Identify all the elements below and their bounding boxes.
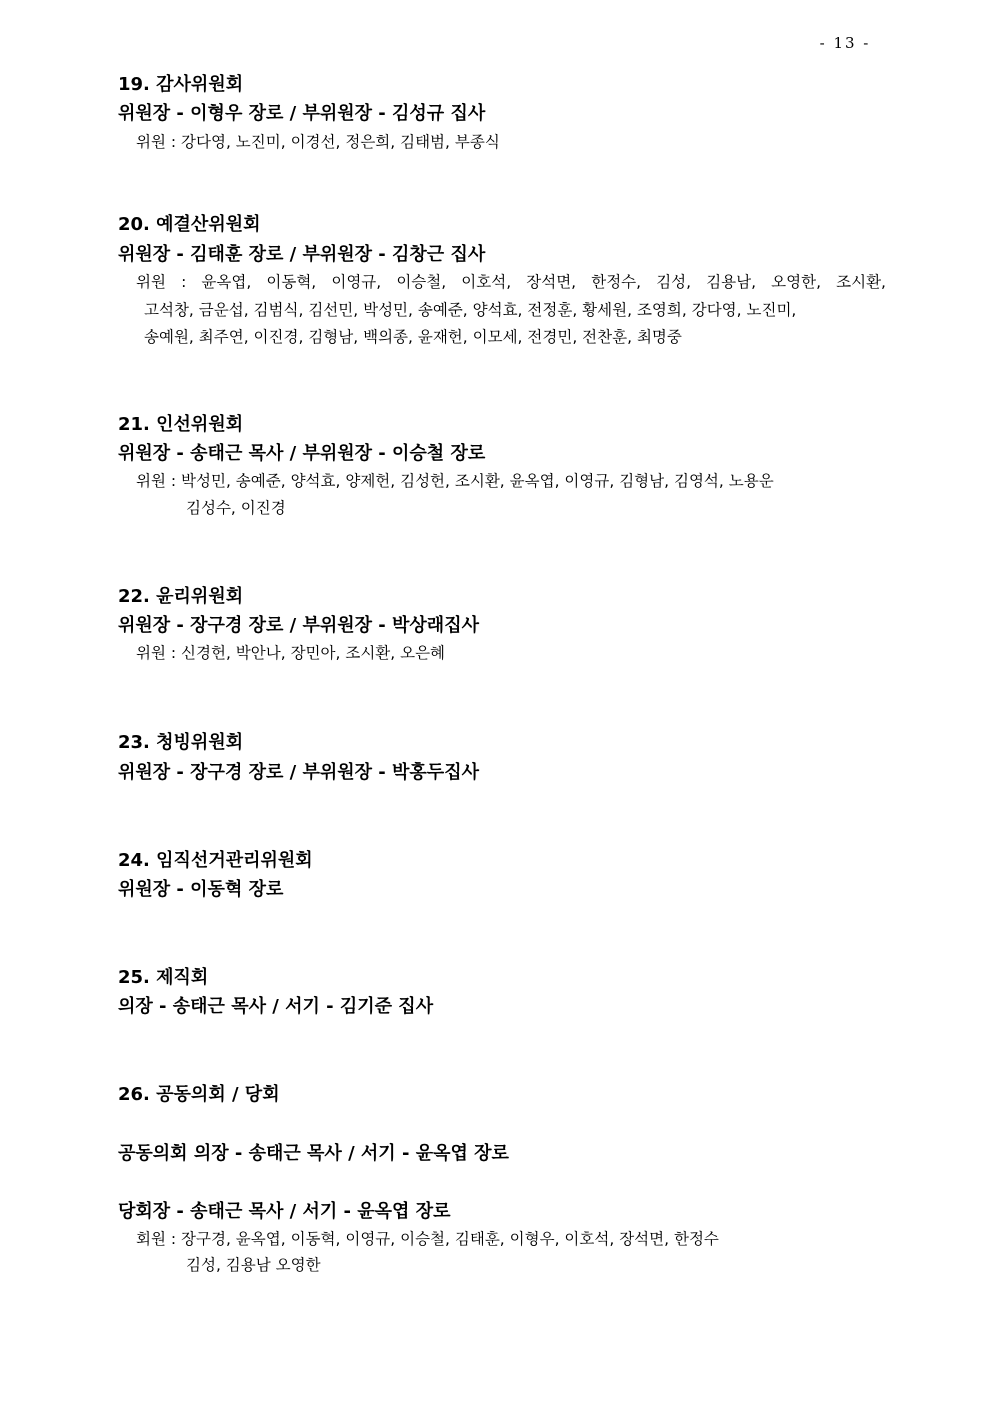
- section-lead2-26: 당회장 - 송태근 목사 / 서기 - 윤옥엽 장로: [118, 1201, 451, 1222]
- section-members-20-line2: 고석창, 금운섭, 김범식, 김선민, 박성민, 송예준, 양석효, 전정훈, 황세원, 조영희, 강다영, 노진미,: [144, 301, 797, 319]
- section-members-22: 위원 : 신경헌, 박안나, 장민아, 조시환, 오은혜: [136, 644, 446, 662]
- section-title-21: 21. 인선위원회: [118, 414, 244, 435]
- section-members-26-line1: 회원 : 장구경, 윤옥엽, 이동혁, 이영규, 이승철, 김태훈, 이형우, 이호석, 장석면, 한정수: [136, 1230, 719, 1248]
- section-members-21-line1: 위원 : 박성민, 송예준, 양석효, 양제헌, 김성헌, 조시환, 윤옥엽, 이영규, 김형남, 김영석, 노용운: [136, 472, 774, 490]
- section-lead-26: 공동의회 의장 - 송태근 목사 / 서기 - 윤옥엽 장로: [118, 1143, 509, 1164]
- page-number: - 13 -: [819, 34, 871, 52]
- section-title-22: 22. 윤리위원회: [118, 586, 244, 607]
- section-lead-22: 위원장 - 장구경 장로 / 부위원장 - 박상래집사: [118, 615, 479, 636]
- section-title-23: 23. 청빙위원회: [118, 732, 244, 753]
- section-members-20-line1: 위원 : 윤옥엽, 이동혁, 이영규, 이승철, 이호석, 장석면, 한정수, 김성, 김용남, 오영한, 조시환,: [136, 273, 886, 291]
- section-lead-23: 위원장 - 장구경 장로 / 부위원장 - 박홍두집사: [118, 762, 479, 783]
- section-members-21-line2: 김성수, 이진경: [186, 499, 286, 517]
- section-lead-21: 위원장 - 송태근 목사 / 부위원장 - 이승철 장로: [118, 443, 486, 464]
- section-title-25: 25. 제직회: [118, 967, 209, 988]
- section-title-26: 26. 공동의회 / 당회: [118, 1084, 280, 1105]
- section-title-20: 20. 예결산위원회: [118, 214, 261, 235]
- section-title-24: 24. 임직선거관리위원회: [118, 850, 313, 871]
- section-lead-25: 의장 - 송태근 목사 / 서기 - 김기준 집사: [118, 996, 434, 1017]
- section-members-26-line2: 김성, 김용남 오영한: [186, 1256, 321, 1274]
- section-members-19: 위원 : 강다영, 노진미, 이경선, 정은희, 김태범, 부종식: [136, 133, 500, 151]
- section-members-20-line3: 송예원, 최주연, 이진경, 김형남, 백의종, 윤재헌, 이모세, 전경민, 전찬훈, 최명중: [144, 328, 682, 346]
- section-lead-19: 위원장 - 이형우 장로 / 부위원장 - 김성규 집사: [118, 103, 486, 124]
- section-title-19: 19. 감사위원회: [118, 74, 244, 95]
- section-lead-20: 위원장 - 김태훈 장로 / 부위원장 - 김창근 집사: [118, 244, 486, 265]
- section-lead-24: 위원장 - 이동혁 장로: [118, 879, 284, 900]
